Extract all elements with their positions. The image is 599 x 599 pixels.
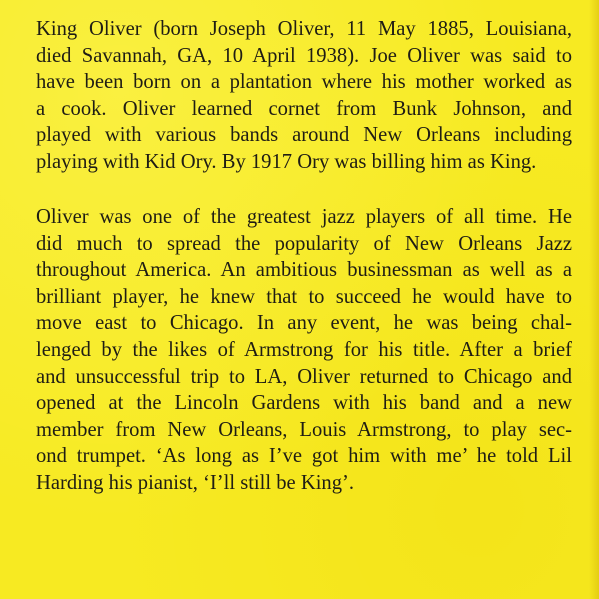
text-line: playing with Kid Ory. By 1917 Ory was billing him as King. [36,150,537,173]
text-line: a cook. Oliver learned cornet from Bunk Johnson, and [36,97,572,120]
page-edge-shadow [589,0,599,599]
text-line: have been born on a plantation where his mother worked as [36,71,572,94]
text-line: opened at the Lincoln Gardens with his band and a new [36,392,572,415]
text-line: brilliant player, he knew that to succeed he would have to [36,285,572,308]
paragraph-biography [36,16,572,176]
text-line: move east to Chicago. In any event, he was being chal- [36,312,572,335]
text-line: throughout America. An ambitious businessman as well as a [36,259,572,282]
text-line: played with various bands around New Orleans including [36,124,572,147]
text-line: and unsuccessful trip to LA, Oliver returned to Chicago and [36,365,572,388]
text-line: Harding his pianist, ‘I’ll still be King’. [36,471,355,494]
text-line: did much to spread the popularity of New Orleans Jazz [36,232,572,255]
paragraph-career [36,204,572,497]
text-line: Oliver was one of the greatest jazz players of all time. He [36,206,572,228]
text-line: lenged by the likes of Armstrong for his title. After a brief [36,338,572,361]
text-line: ond trumpet. ‘As long as I’ve got him with me’ he told Lil [36,445,572,468]
text-line: King Oliver (born Joseph Oliver, 11 May 1885, Louisiana, [36,18,572,40]
text-line: member from New Orleans, Louis Armstrong, to play sec- [36,418,572,441]
text-line: died Savannah, GA, 10 April 1938). Joe Oliver was said to [36,44,572,67]
